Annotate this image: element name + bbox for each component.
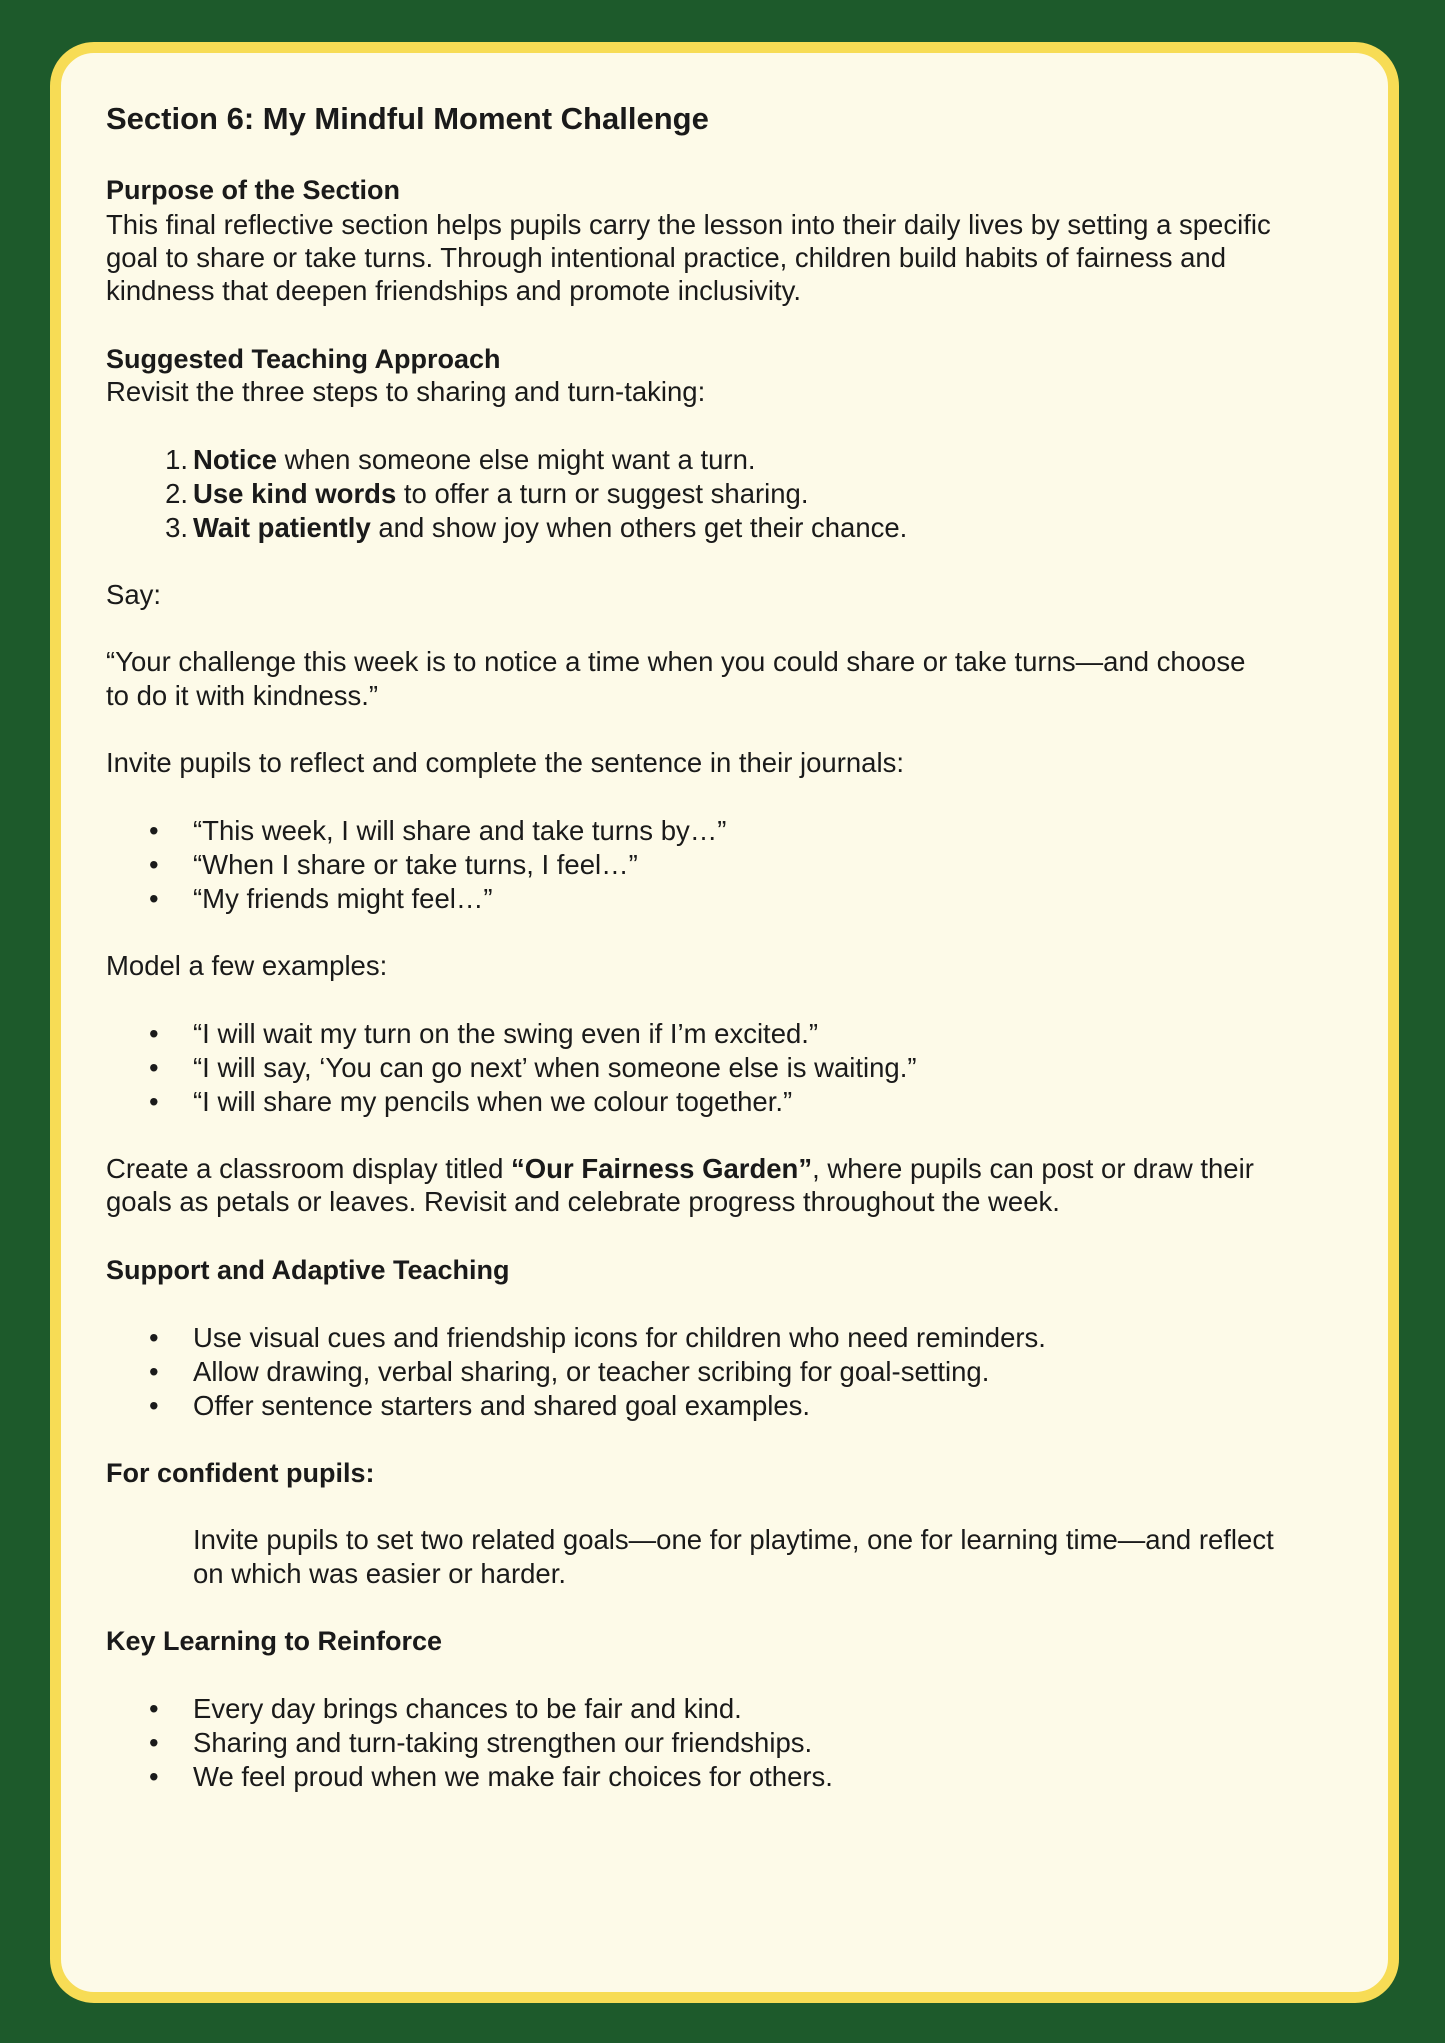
step-bold: Notice <box>193 444 278 475</box>
step-bold: Use kind words <box>193 478 397 509</box>
purpose-heading: Purpose of the Section <box>106 175 401 205</box>
step-text: when someone else might want a turn. <box>277 444 756 475</box>
support-item: Offer sentence starters and shared goal examples. <box>193 1390 811 1421</box>
display-text-pre: Create a classroom display titled <box>106 1153 512 1184</box>
approach-heading: Suggested Teaching Approach <box>106 344 501 374</box>
bullet-icon: • <box>149 815 159 846</box>
bullet-icon: • <box>149 1693 159 1724</box>
display-text-line: goals as petals or leaves. Revisit and celebrate progress throughout the week. <box>106 1186 1060 1217</box>
bullet-icon: • <box>149 1761 159 1792</box>
purpose-text-line: goal to share or take turns. Through intentional practice, children build habits of fairness and <box>106 242 1227 273</box>
key-heading: Key Learning to Reinforce <box>106 1626 443 1656</box>
display-title: “Our Fairness Garden” <box>511 1153 813 1184</box>
step-text: to offer a turn or suggest sharing. <box>396 478 809 509</box>
step-number: 3. <box>165 512 188 543</box>
confident-text-line: Invite pupils to set two related goals—one for playtime, one for learning time—and reflect <box>193 1524 1274 1555</box>
section-title: Section 6: My Mindful Moment Challenge <box>106 101 709 136</box>
purpose-text-line: This final reflective section helps pupils carry the lesson into their daily lives by setting a specific <box>106 209 1271 240</box>
example-text: “I will say, ‘You can go next’ when someone else is waiting.” <box>193 1052 917 1083</box>
model-intro: Model a few examples: <box>106 950 388 981</box>
support-item: Allow drawing, verbal sharing, or teacher scribing for goal-setting. <box>193 1356 990 1387</box>
example-text: “I will share my pencils when we colour together.” <box>193 1086 793 1117</box>
step-bold: Wait patiently <box>193 512 371 543</box>
bullet-icon: • <box>149 1356 159 1387</box>
confident-text-line: on which was easier or harder. <box>193 1558 566 1589</box>
key-item: We feel proud when we make fair choices for others. <box>193 1761 833 1792</box>
example-text: “I will wait my turn on the swing even if I’m excited.” <box>193 1018 819 1049</box>
bullet-icon: • <box>149 1086 159 1117</box>
step-text: and show joy when others get their chance. <box>370 512 908 543</box>
bullet-icon: • <box>149 1390 159 1421</box>
challenge-quote-line: to do it with kindness.” <box>106 680 379 711</box>
say-label: Say: <box>106 579 162 610</box>
purpose-text-line: kindness that deepen friendships and promote inclusivity. <box>106 275 802 306</box>
key-item: Sharing and turn-taking strengthen our friendships. <box>193 1727 813 1758</box>
bullet-icon: • <box>149 1052 159 1083</box>
display-text-line <box>106 1152 1254 1186</box>
bullet-icon: • <box>149 1727 159 1758</box>
journal-prompt: “This week, I will share and take turns by…” <box>193 815 727 846</box>
support-heading: Support and Adaptive Teaching <box>106 1255 510 1285</box>
bullet-icon: • <box>149 1322 159 1353</box>
approach-intro: Revisit the three steps to sharing and turn-taking: <box>106 376 706 407</box>
journal-prompt: “My friends might feel…” <box>193 883 493 914</box>
confident-heading: For confident pupils: <box>106 1458 375 1488</box>
bullet-icon: • <box>149 1018 159 1049</box>
journal-invite: Invite pupils to reflect and complete the sentence in their journals: <box>106 747 904 778</box>
journal-prompt: “When I share or take turns, I feel…” <box>193 849 638 880</box>
support-item: Use visual cues and friendship icons for children who need reminders. <box>193 1322 1046 1353</box>
step-number: 2. <box>165 478 188 509</box>
step-number: 1. <box>165 444 188 475</box>
bullet-icon: • <box>149 883 159 914</box>
challenge-quote-line: “Your challenge this week is to notice a time when you could share or take turns—and choose <box>106 646 1246 677</box>
display-text-post: , where pupils can post or draw their <box>812 1153 1254 1184</box>
key-item: Every day brings chances to be fair and kind. <box>193 1693 742 1724</box>
bullet-icon: • <box>149 849 159 880</box>
